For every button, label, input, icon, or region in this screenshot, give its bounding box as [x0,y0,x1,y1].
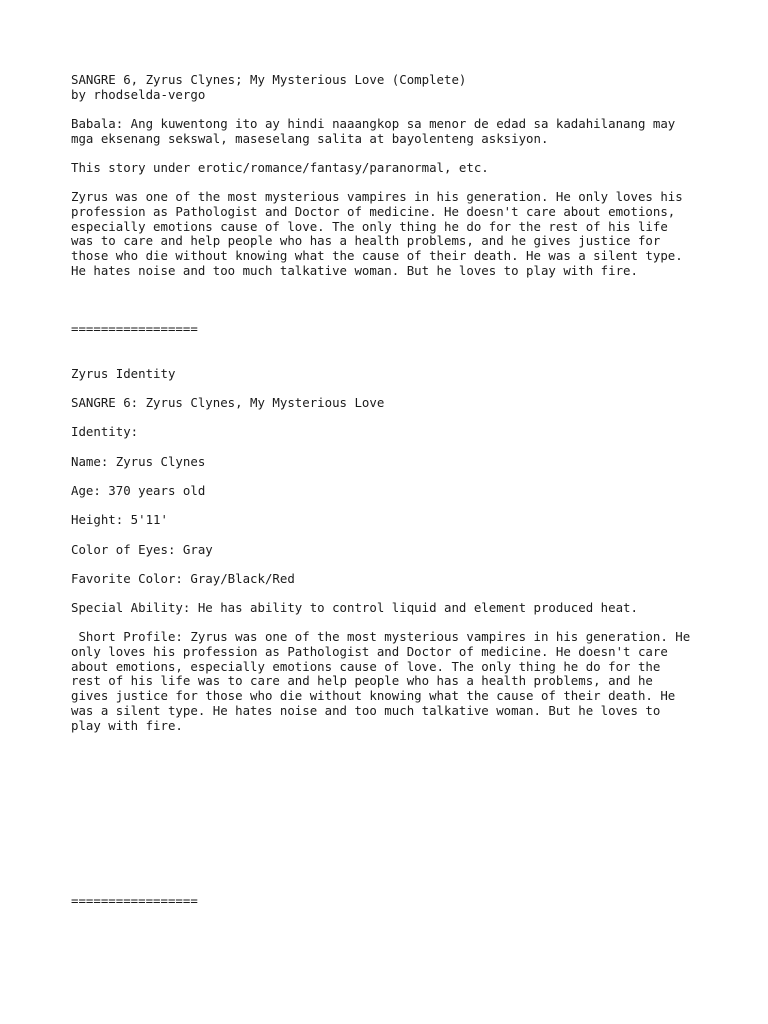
synopsis-line: especially emotions cause of love. The only thing he do for the rest of his life [71,219,668,234]
synopsis-line: profession as Pathologist and Doctor of medicine. He doesn't care about emotions, [71,204,676,219]
section-heading: Zyrus Identity [71,366,176,381]
genre-line: This story under erotic/romance/fantasy/paranormal, etc. [71,160,489,175]
short-profile-line: about emotions, especially emotions cause of love. The only thing he do for the [71,659,661,674]
favorite-color-field: Favorite Color: Gray/Black/Red [71,571,295,586]
short-profile-line: play with fire. [71,718,183,733]
short-profile-line: Short Profile: Zyrus was one of the most mysterious vampires in his generation. He [71,629,691,644]
synopsis-line: was to care and help people who has a health problems, and he gives justice for [71,233,661,248]
separator: ================= [71,893,198,908]
warning-line: mga eksenang sekswal, maseselang salita at bayolenteng asksiyon. [71,131,549,146]
short-profile-line: gives justice for those who die without knowing what the cause of their death. He [71,688,676,703]
height-field: Height: 5'11' [71,512,168,527]
eye-color-field: Color of Eyes: Gray [71,542,213,557]
identity-label: Identity: [71,424,139,439]
synopsis-line: Zyrus was one of the most mysterious vampires in his generation. He only loves his [71,189,683,204]
short-profile-line: was a silent type. He hates noise and too much talkative woman. But he loves to [71,703,661,718]
short-profile-line: rest of his life was to care and help people who has a health problems, and he [71,673,653,688]
age-field: Age: 370 years old [71,483,206,498]
document-author: by rhodselda-vergo [71,87,206,102]
special-ability-field: Special Ability: He has ability to control liquid and element produced heat. [71,600,638,615]
document-title: SANGRE 6, Zyrus Clynes; My Mysterious Love (Complete) [71,72,467,87]
section-title: SANGRE 6: Zyrus Clynes, My Mysterious Love [71,395,385,410]
warning-line: Babala: Ang kuwentong ito ay hindi naaangkop sa menor de edad sa kadahilanang may [71,116,676,131]
synopsis-line: He hates noise and too much talkative woman. But he loves to play with fire. [71,263,638,278]
synopsis-line: those who die without knowing what the cause of their death. He was a silent type. [71,248,683,263]
name-field: Name: Zyrus Clynes [71,454,206,469]
separator: ================= [71,321,198,336]
short-profile-line: only loves his profession as Pathologist and Doctor of medicine. He doesn't care [71,644,668,659]
